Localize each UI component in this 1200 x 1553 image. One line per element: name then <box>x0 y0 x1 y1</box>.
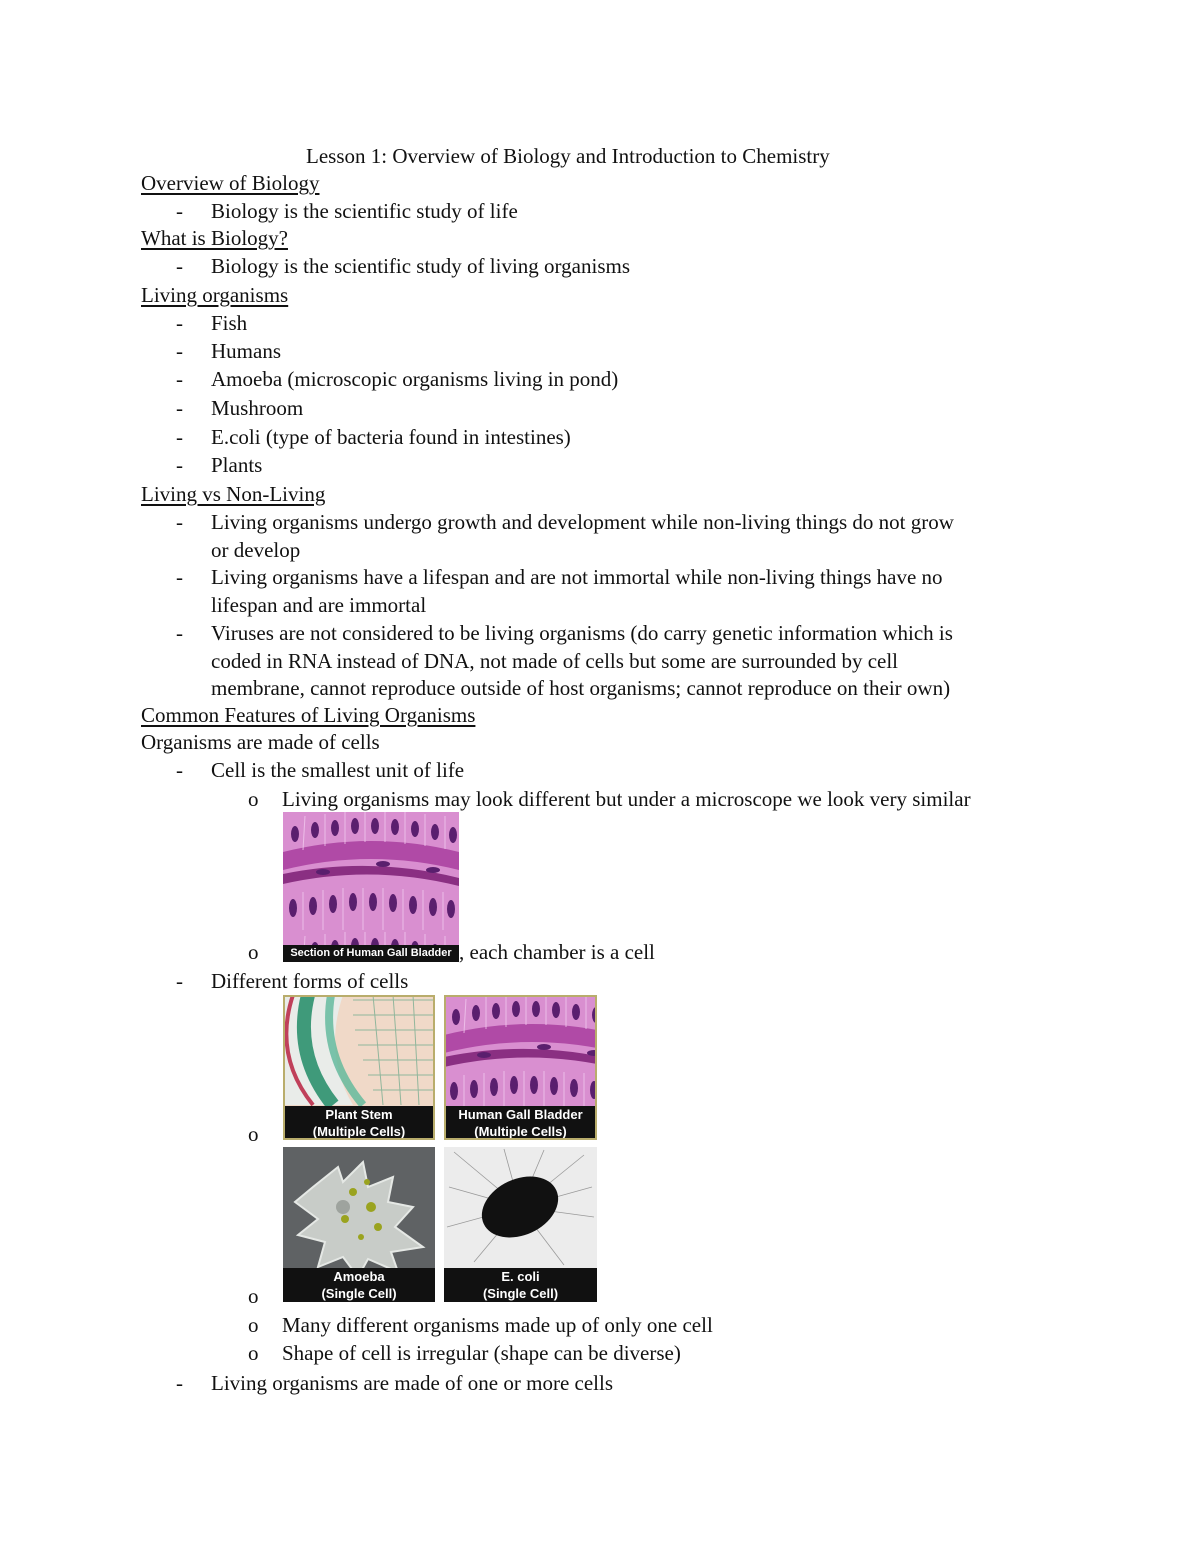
what-bullet: Biology is the scientific study of living organisms <box>211 254 631 278</box>
living-item: Plants <box>211 453 263 477</box>
plant-stem-image <box>283 995 435 1140</box>
sub-bullet-marker: o <box>248 940 259 964</box>
ecoli-caption <box>444 1268 597 1302</box>
ecoli-image <box>444 1147 597 1302</box>
bullet-marker: - <box>176 621 183 645</box>
ecoli-caption-line2: (Single Cell) <box>482 1286 559 1301</box>
gall-bladder-grid-image <box>444 995 597 1140</box>
last-bullet: Living organisms are made of one or more cells <box>211 1371 613 1395</box>
sub-bullet-marker: o <box>248 787 259 811</box>
overview-bullet: Biology is the scientific study of life <box>211 199 518 223</box>
living-item: Humans <box>211 339 281 363</box>
plant-caption-line1: Plant Stem <box>325 1107 393 1122</box>
vs-item-line: membrane, cannot reproduce outside of host organisms; cannot reproduce on their own) <box>211 676 951 700</box>
sub-bullet-marker: o <box>248 1341 259 1365</box>
gall-suffix-text: , each chamber is a cell <box>459 940 655 964</box>
amoeba-caption <box>283 1268 435 1302</box>
bullet-marker: - <box>176 339 183 363</box>
sub-bullet-marker: o <box>248 1284 259 1308</box>
vs-item-line: Viruses are not considered to be living organisms (do carry genetic information which is <box>211 621 953 645</box>
bullet-marker: - <box>176 565 183 589</box>
image-frame <box>283 995 435 1140</box>
vs-item-line: lifespan and are immortal <box>211 593 427 617</box>
gall-caption-line1: Human Gall Bladder <box>458 1107 583 1122</box>
gall-bladder-caption: Section of Human Gall Bladder <box>283 945 459 962</box>
forms-bullet: Different forms of cells <box>211 969 409 993</box>
bullet-marker: - <box>176 396 183 420</box>
single-cell-note-2: Shape of cell is irregular (shape can be diverse) <box>282 1341 681 1365</box>
bullet-marker: - <box>176 199 183 223</box>
living-item: E.coli (type of bacteria found in intestines) <box>211 425 571 449</box>
heading-living-organisms: Living organisms <box>141 283 289 307</box>
cell-sub-bullet: Living organisms may look different but under a microscope we look very similar <box>282 787 971 811</box>
features-subheading: Organisms are made of cells <box>141 730 380 754</box>
amoeba-image <box>283 1147 435 1302</box>
gall-bladder-image <box>283 812 459 962</box>
heading-living-vs-nonliving: Living vs Non-Living <box>141 482 326 506</box>
gall-caption-line2: (Multiple Cells) <box>474 1124 567 1139</box>
bullet-marker: - <box>176 311 183 335</box>
bullet-marker: - <box>176 758 183 782</box>
cell-bullet: Cell is the smallest unit of life <box>211 758 465 782</box>
bullet-marker: - <box>176 969 183 993</box>
plant-caption-line2: (Multiple Cells) <box>312 1124 406 1139</box>
heading-common-features: Common Features of Living Organisms <box>141 703 476 727</box>
vs-item-line: or develop <box>211 538 301 562</box>
single-cell-note-1: Many different organisms made up of only one cell <box>282 1313 713 1337</box>
vs-item-line: Living organisms undergo growth and development while non-living things do not grow <box>211 510 954 534</box>
bullet-marker: - <box>176 510 183 534</box>
bullet-marker: - <box>176 453 183 477</box>
bullet-marker: - <box>176 254 183 278</box>
bullet-marker: - <box>176 367 183 391</box>
page-title: Lesson 1: Overview of Biology and Introduction to Chemistry <box>306 144 830 168</box>
heading-overview: Overview of Biology <box>141 171 320 195</box>
amoeba-caption-line2: (Single Cell) <box>321 1286 397 1301</box>
living-item: Amoeba (microscopic organisms living in pond) <box>211 367 619 391</box>
bullet-marker: - <box>176 425 183 449</box>
gall-bladder-tissue-graphic <box>283 812 459 962</box>
amoeba-caption-line1: Amoeba <box>333 1269 385 1284</box>
living-item: Fish <box>211 311 248 335</box>
vs-item-line: Living organisms have a lifespan and are not immortal while non-living things have no <box>211 565 943 589</box>
bullet-marker: - <box>176 1371 183 1395</box>
heading-what-is-biology: What is Biology? <box>141 226 288 250</box>
sub-bullet-marker: o <box>248 1122 259 1146</box>
sub-bullet-marker: o <box>248 1313 259 1337</box>
vs-item-line: coded in RNA instead of DNA, not made of cells but some are surrounded by cell <box>211 649 899 673</box>
ecoli-caption-line1: E. coli <box>501 1269 540 1284</box>
image-frame <box>444 995 597 1140</box>
living-item: Mushroom <box>211 396 304 420</box>
